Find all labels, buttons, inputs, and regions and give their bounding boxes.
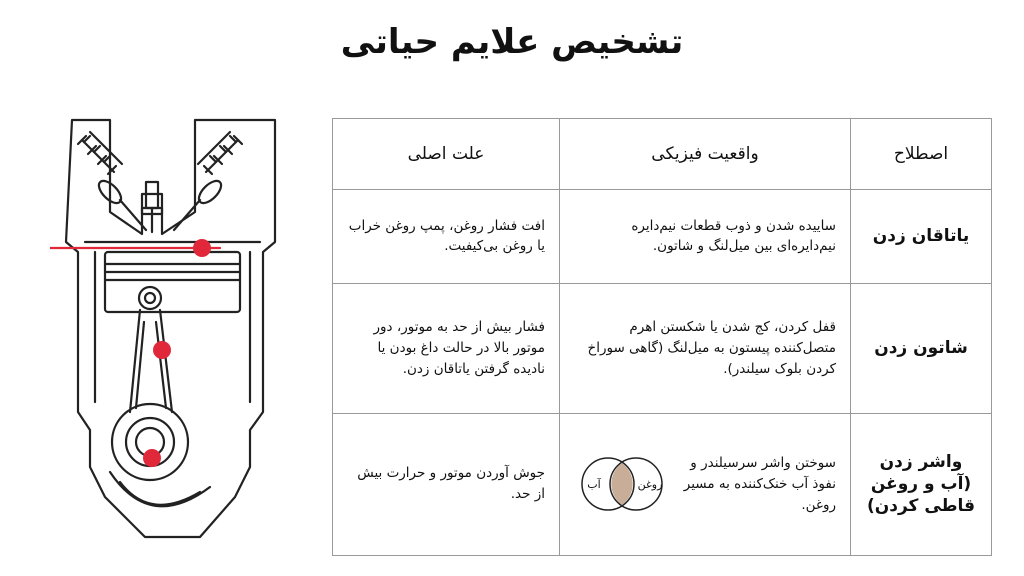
header-term: اصطلاح [851, 119, 992, 190]
physical-cell: قفل کردن، کج شدن یا شکستن اهرم متصل‌کننده پیستون به میل‌لنگ (گاهی سوراخ کردن بلوک سیلندر). [560, 283, 851, 413]
table-row [333, 190, 992, 284]
venn-left-label: آب [587, 478, 601, 492]
rod-marker-icon [153, 341, 171, 359]
cause-cell: فشار بیش از حد به موتور، دور موتور بالا در حالت داغ بودن یا نادیده گرفتن یاتاقان زدن. [333, 283, 560, 413]
venn-right-label: روغن [637, 478, 663, 492]
gasket-marker-icon [193, 239, 211, 257]
cause-cell: افت فشار روغن، پمپ روغن خراب یا روغن بی‌کیفیت. [333, 190, 560, 284]
engine-cross-section-illustration [50, 112, 295, 562]
page-title: تشخیص علایم حیاتی [340, 22, 684, 62]
physical-text: سوختن واشر سرسیلندر و نفوذ آب خنک‌کننده به مسیر روغن. [683, 455, 836, 513]
table-row [333, 413, 992, 555]
venn-diagram-icon [574, 449, 670, 519]
bearing-marker-icon [143, 449, 161, 467]
term-cell: شاتون زدن [851, 283, 992, 413]
spark-plug-icon [142, 182, 162, 232]
cause-cell: جوش آوردن موتور و حرارت بیش از حد. [333, 413, 560, 555]
left-valve-spring-icon [78, 132, 146, 230]
term-cell: واشر زدن (آب و روغن قاطی کردن) [851, 413, 992, 555]
header-cause: علت اصلی [333, 119, 560, 190]
connecting-rod-icon [130, 310, 172, 412]
diagnosis-table [332, 118, 992, 556]
table-header-row [333, 119, 992, 190]
header-physical: واقعیت فیزیکی [560, 119, 851, 190]
table-row [333, 283, 992, 413]
physical-cell [560, 413, 851, 555]
piston-icon [105, 252, 240, 312]
right-valve-spring-icon [174, 132, 242, 230]
term-cell: یاتاقان زدن [851, 190, 992, 284]
physical-cell: ساییده شدن و ذوب قطعات نیم‌دایره نیم‌دایره‌ای بین میل‌لنگ و شاتون. [560, 190, 851, 284]
